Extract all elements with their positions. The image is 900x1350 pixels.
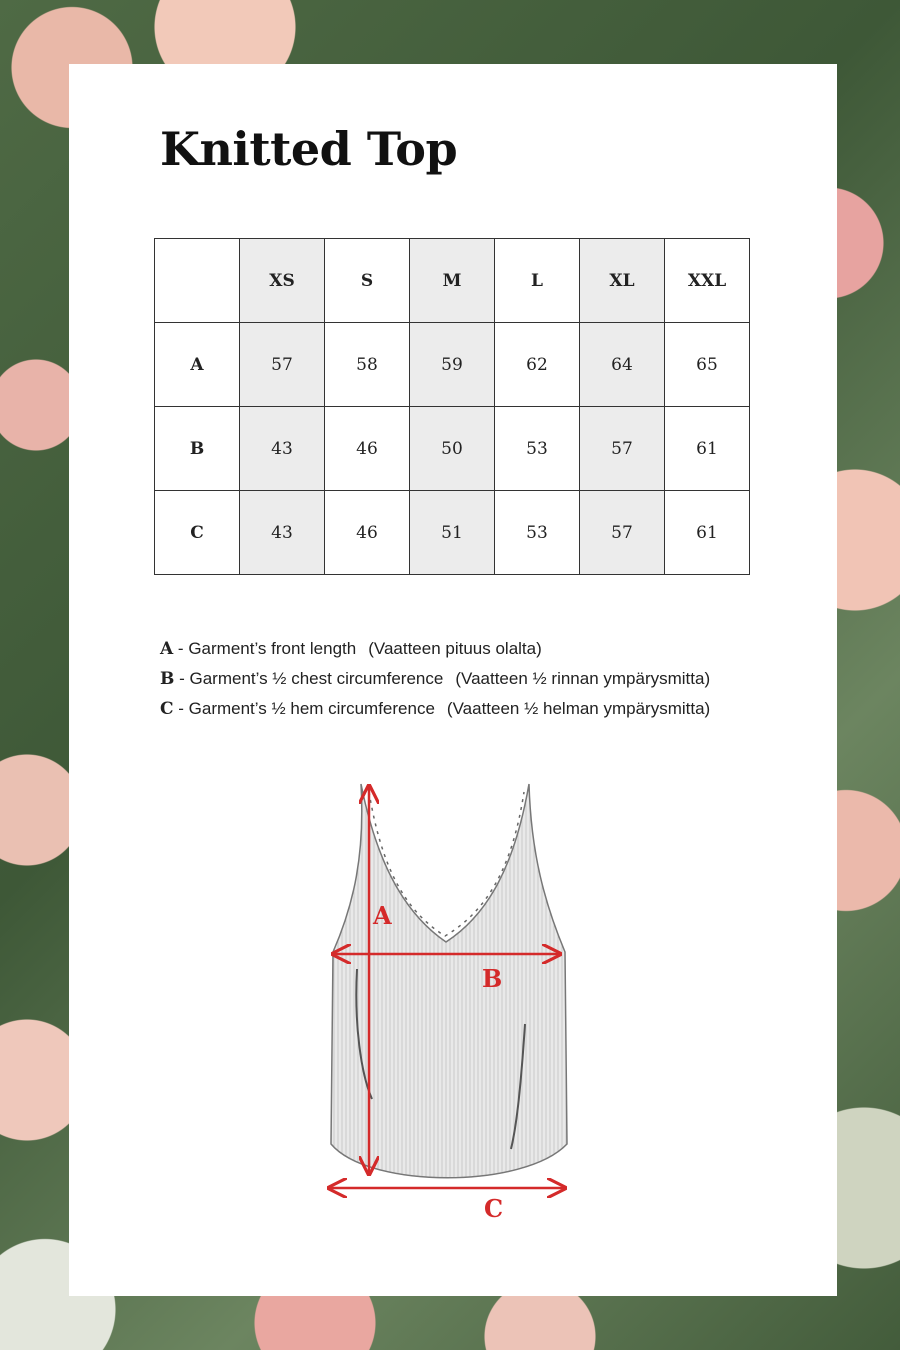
table-cell: 59 [410, 323, 495, 407]
table-cell: 62 [495, 323, 580, 407]
size-header-l: L [495, 239, 580, 323]
size-header-xl: XL [580, 239, 665, 323]
table-cell: 51 [410, 491, 495, 575]
table-cell: 53 [495, 491, 580, 575]
legend-separator: - [174, 669, 190, 688]
legend-finnish: (Vaatteen pituus olalta) [368, 639, 542, 658]
legend-separator: - [173, 639, 189, 658]
table-cell: 43 [240, 491, 325, 575]
table-cell: 50 [410, 407, 495, 491]
size-header-s: S [325, 239, 410, 323]
table-cell: 58 [325, 323, 410, 407]
row-label-a: A [155, 323, 240, 407]
measure-label-c: C [484, 1194, 504, 1223]
legend-english: Garment’s front length [188, 639, 357, 658]
legend-finnish: (Vaatteen ½ rinnan ympärysmitta) [455, 669, 711, 688]
table-cell: 64 [580, 323, 665, 407]
legend-key: C [160, 699, 174, 719]
table-cell: 46 [325, 407, 410, 491]
size-header-m: M [410, 239, 495, 323]
tank-top-body [331, 784, 567, 1178]
legend-key: A [160, 639, 174, 659]
size-header-xs: XS [240, 239, 325, 323]
table-cell: 57 [240, 323, 325, 407]
legend-english: Garment’s ½ hem circumference [188, 699, 435, 718]
measure-label-b: B [482, 964, 503, 993]
legend-english: Garment’s ½ chest circumference [189, 669, 444, 688]
row-label-c: C [155, 491, 240, 575]
product-title: Knitted Top [160, 122, 458, 176]
garment-diagram [69, 64, 837, 1296]
table-cell: 65 [665, 323, 750, 407]
table-cell: 57 [580, 407, 665, 491]
size-header-xxl: XXL [665, 239, 750, 323]
size-chart-card [69, 64, 837, 1296]
legend-finnish: (Vaatteen ½ helman ympärysmitta) [446, 699, 711, 718]
legend-key: B [160, 669, 175, 689]
table-cell: 43 [240, 407, 325, 491]
table-cell: 61 [665, 407, 750, 491]
table-cell: 53 [495, 407, 580, 491]
measure-label-a: A [373, 901, 392, 930]
table-cell: 61 [665, 491, 750, 575]
table-cell: 57 [580, 491, 665, 575]
row-label-b: B [155, 407, 240, 491]
table-cell: 46 [325, 491, 410, 575]
legend-separator: - [173, 699, 189, 718]
